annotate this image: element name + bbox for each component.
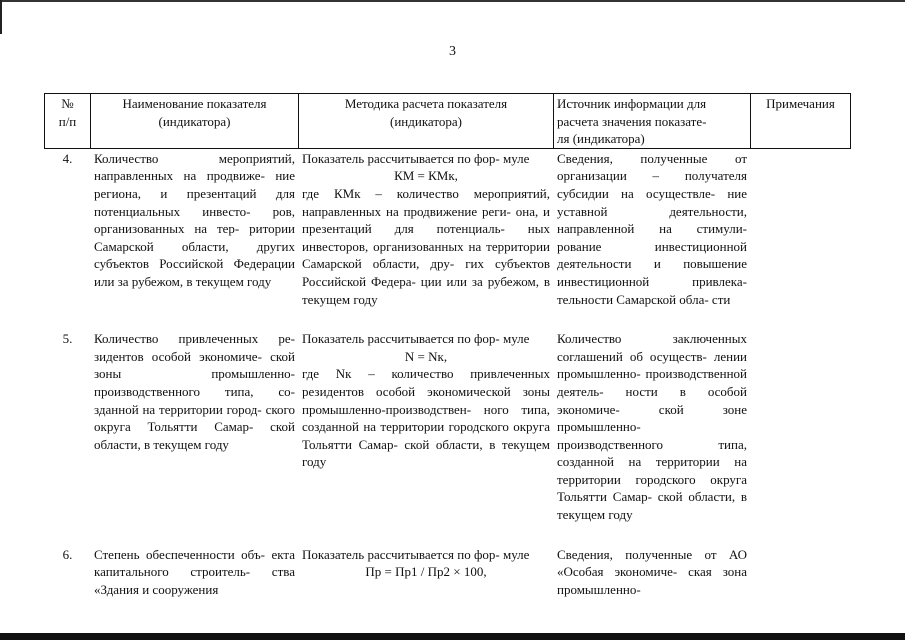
table-row [45, 546, 851, 599]
indicator-table [44, 93, 851, 598]
row-number: 5. [62, 331, 73, 347]
scan-edge-top [0, 0, 905, 2]
table-row [45, 330, 851, 524]
information-source: Сведения, полученные от организации – получателя субсидии на осуществле- ние уставной деятельности, направленной на стимули- рование инвестиционной деятельности и повышение инвестиционной привлека- тельности Самарской обла- сти [557, 150, 747, 307]
indicator-name: Степень обеспеченности объ- екта капитального строитель- ства «Здания и сооружения [94, 546, 295, 597]
notes-cell [751, 330, 851, 524]
calculation-method: Показатель рассчитывается по фор- муле КМ = КМк, где КМк – количество мероприятий, направленных на продвижение реги- она, и презентаций для потенциаль- ных инвесторов, организованных на территории Самарской области, дру- гих субъектов Российской Федера- ции или за рубежом, в текущем году [302, 150, 551, 307]
scan-edge-left [0, 0, 2, 34]
page-number: 3 [449, 44, 456, 59]
formula: N = Nк, [404, 348, 448, 364]
notes-cell [751, 546, 851, 599]
calculation-method: Показатель рассчитывается по фор- муле N = Nк, где Nк – количество привлеченных резидентов особой экономической зоны промышленно-производствен- ного типа, созданной на территории городского округа Тольятти Самар- ской области, в текущем году [302, 331, 551, 470]
header-num: № п/п [45, 94, 91, 149]
notes-cell [751, 148, 851, 308]
information-source: Количество заключенных соглашений об осуществ- лении промышленно- производственной деятель- ности в особой экономиче- ской зоне промышленно- производственного типа, созданной на территории на территории городского округа Тольятти Самар- ской области, в текущем году [557, 331, 748, 523]
formula: Пр = Пр1 / Пр2 × 100, [365, 564, 487, 580]
header-note: Примечания [751, 94, 851, 149]
row-gap [45, 308, 851, 330]
table-row [45, 148, 851, 308]
information-source: Сведения, полученные от АО «Особая экономиче- ская зона промышленно- [557, 546, 747, 597]
calculation-method: Показатель рассчитывается по фор- муле Пр = Пр1 / Пр2 × 100, [299, 546, 554, 599]
indicator-name: Количество мероприятий, направленных на продвиже- ние региона, и презентаций для потенциальных инвесто- ров, организованных на тер- ритории Самарской области, других субъектов Российской Федерации или за рубежом, в текущем году [94, 150, 296, 289]
row-gap [45, 524, 851, 546]
indicator-name: Количество привлеченных ре- зидентов особой экономиче- ской зоны промышленно- производственного типа, со- зданной на территории город- ского округа Тольятти Самар- ской области, в текущем году [94, 331, 296, 452]
header-method: Методика расчета показателя (индикатора) [299, 94, 554, 149]
table-header-row [45, 94, 851, 149]
scan-edge-bottom [0, 633, 905, 640]
formula: КМ = КМк, [394, 168, 458, 184]
header-source: Источник информации для расчета значения показате- ля (индикатора) [554, 94, 751, 149]
header-name: Наименование показателя (индикатора) [91, 94, 299, 149]
row-number: 6. [62, 546, 73, 562]
row-number: 4. [62, 150, 73, 166]
